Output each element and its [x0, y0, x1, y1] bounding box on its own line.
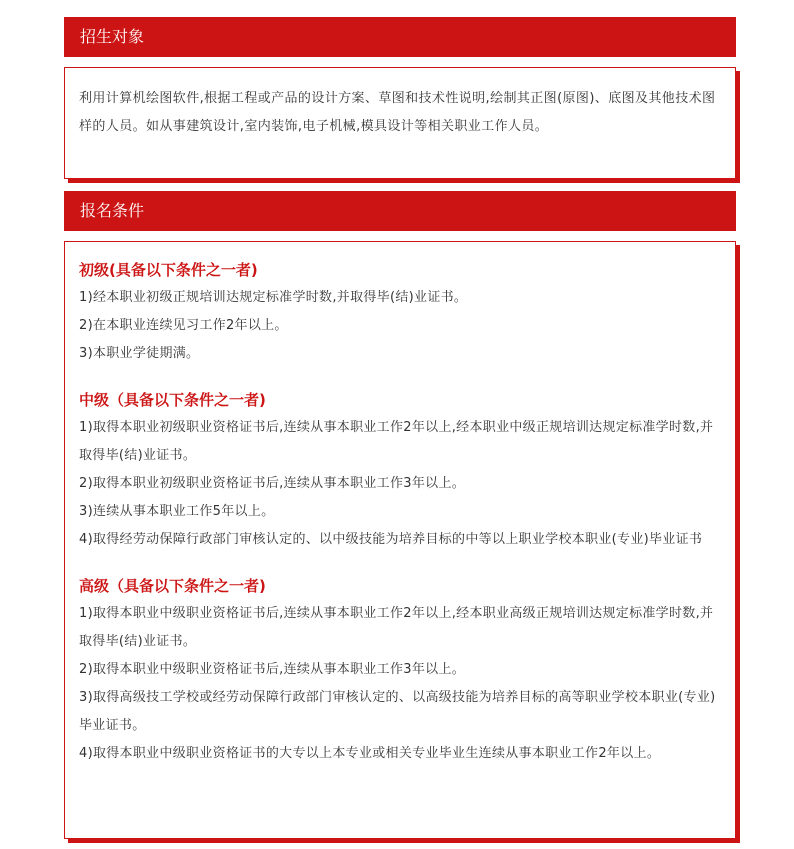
enrollment-target-text: 利用计算机绘图软件,根据工程或产品的设计方案、草图和技术性说明,绘制其正图(原图)、底图及其他技术图样的人员。如从事建筑设计,室内装饰,电子机械,模具设计等相关职业工作人员。: [79, 91, 716, 134]
list-item: 2)在本职业连续见习工作2年以上。: [79, 318, 288, 333]
level-block-junior: [79, 256, 721, 368]
level-title: 中级（具备以下条件之一者): [79, 391, 266, 409]
list-item: 3)取得高级技工学校或经劳动保障行政部门审核认定的、以高级技能为培养目标的高等职业学校本职业(专业)毕业证书。: [79, 690, 716, 733]
list-item: 1)经本职业初级正规培训达规定标准学时数,并取得毕(结)业证书。: [79, 290, 468, 305]
section-title: 招生对象: [80, 27, 145, 46]
enrollment-target-card: [64, 67, 736, 179]
registration-conditions-card: [64, 241, 736, 839]
condition-list: [79, 600, 721, 768]
level-title: 高级（具备以下条件之一者): [79, 577, 266, 595]
list-item: 3)连续从事本职业工作5年以上。: [79, 504, 275, 519]
condition-list: [79, 284, 721, 368]
list-item: 1)取得本职业中级职业资格证书后,连续从事本职业工作2年以上,经本职业高级正规培训达规定标准学时数,并取得毕(结)业证书。: [79, 606, 714, 649]
list-item: 1)取得本职业初级职业资格证书后,连续从事本职业工作2年以上,经本职业中级正规培训达规定标准学时数,并取得毕(结)业证书。: [79, 420, 714, 463]
list-item: 3)本职业学徒期满。: [79, 346, 200, 361]
section-title: 报名条件: [80, 201, 145, 220]
level-block-senior: [79, 572, 721, 768]
condition-list: [79, 414, 721, 554]
list-item: 4)取得经劳动保障行政部门审核认定的、以中级技能为培养目标的中等以上职业学校本职业(专业)毕业证书: [79, 532, 703, 547]
level-block-intermediate: [79, 386, 721, 554]
section-header-registration-conditions: [64, 191, 736, 231]
list-item: 2)取得本职业中级职业资格证书后,连续从事本职业工作3年以上。: [79, 662, 466, 677]
section-header-enrollment-target: [64, 17, 736, 57]
level-title: 初级(具备以下条件之一者): [79, 261, 258, 279]
list-item: 4)取得本职业中级职业资格证书的大专以上本专业或相关专业毕业生连续从事本职业工作2年以上。: [79, 746, 661, 761]
list-item: 2)取得本职业初级职业资格证书后,连续从事本职业工作3年以上。: [79, 476, 466, 491]
